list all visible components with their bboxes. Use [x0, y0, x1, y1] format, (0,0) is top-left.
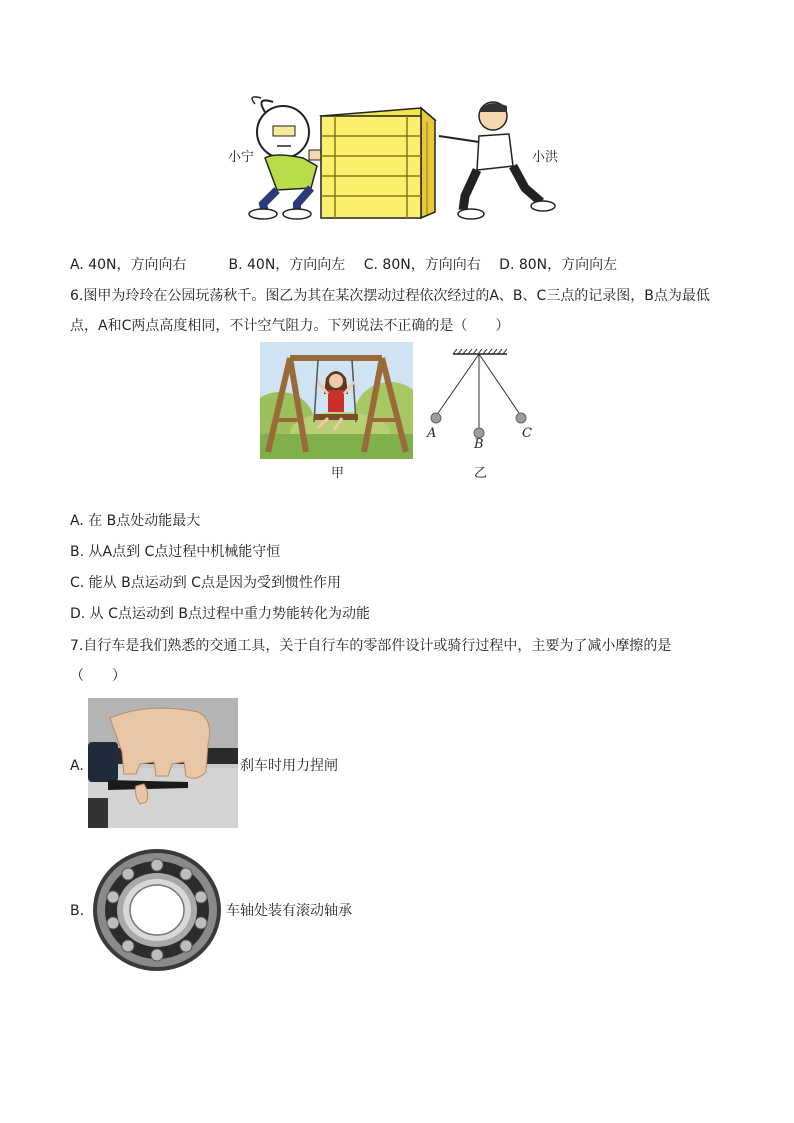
- string-c: [479, 354, 521, 416]
- ball-c: [516, 413, 526, 423]
- string-a: [436, 354, 479, 416]
- q6-option-b: B. 从A点到 C点过程中机械能守恒: [70, 544, 281, 560]
- pendulum-label-a: A: [427, 426, 437, 441]
- q6-stem-line1: 6.图甲为玲玲在公园玩荡秋千。图乙为其在某次摆动过程依次经过的A、B、C三点的记录图，B点为最低: [70, 288, 710, 304]
- bearing-image: [90, 847, 224, 973]
- pendulum-diagram: [425, 348, 540, 453]
- fig-yi-caption: 乙: [474, 466, 488, 481]
- ball-a: [431, 413, 441, 423]
- q7-stem-line2: （ ）: [70, 668, 126, 684]
- q6-option-a: A. 在 B点处动能最大: [70, 513, 201, 529]
- push-left-name: 小宁: [228, 150, 255, 165]
- q7-option-b-letter: B.: [70, 903, 85, 919]
- fig-jia-caption: 甲: [331, 466, 345, 481]
- push-box-illustration: [225, 92, 565, 227]
- swing-scene-image: [260, 342, 413, 459]
- push-right-name: 小洪: [532, 150, 559, 165]
- pendulum-label-b: B: [474, 437, 484, 452]
- q6-stem-line2: 点，A和C两点高度相同，不计空气阻力。下列说法不正确的是（ ）: [70, 318, 510, 334]
- pendulum-label-c: C: [522, 426, 532, 441]
- brake-photo: [88, 698, 238, 828]
- q6-option-c: C. 能从 B点运动到 C点是因为受到惯性作用: [70, 575, 341, 591]
- brake-image: [88, 698, 238, 828]
- push-box-figure: [225, 92, 565, 227]
- q5-options: A. 40N，方向向右 B. 40N，方向向左 C. 80N，方向向右 D. 80N，方向向左: [70, 257, 618, 273]
- q7-option-a-letter: A.: [70, 758, 84, 774]
- q7-option-a-text: 刹车时用力捏闸: [240, 758, 338, 774]
- q7-stem-line1: 7.自行车是我们熟悉的交通工具，关于自行车的零部件设计或骑行过程中，主要为了减小摩擦的是: [70, 638, 672, 654]
- bearing-photo: [90, 847, 224, 973]
- q6-option-d: D. 从 C点运动到 B点过程中重力势能转化为动能: [70, 606, 370, 622]
- swing-photo: [260, 342, 413, 459]
- q7-option-b-text: 车轴处装有滚动轴承: [226, 903, 352, 919]
